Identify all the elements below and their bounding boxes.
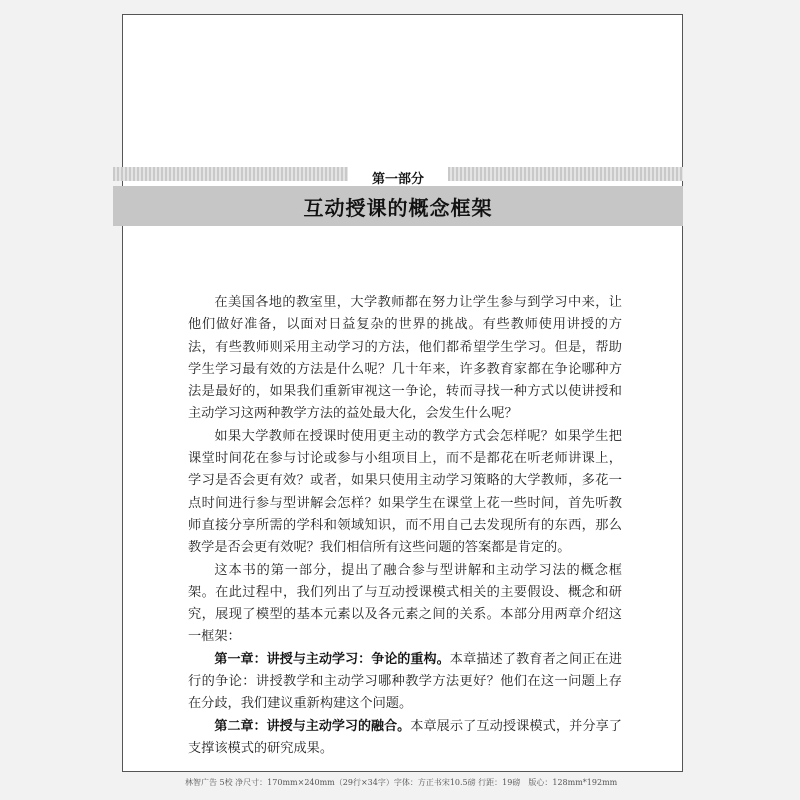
print-spec-footer: 林智广告 5校 净尺寸：170mm×240mm（29行×34字）字体：方正书宋10.5磅 行距：19磅 版心：128mm*192mm bbox=[185, 778, 618, 787]
chapter-2-summary bbox=[188, 716, 622, 761]
part-header-band bbox=[113, 162, 683, 228]
body-text bbox=[188, 292, 622, 760]
chapter-1-text: 本章描述了教育者之间正在进行的争论：讲授教学和主动学习哪种教学方法更好？他们在这一问题上存在分歧，我们建议重新构建这个问题。 bbox=[188, 651, 622, 712]
chapter-2-text: 本章展示了互动授课模式，并分享了支撑该模式的研究成果。 bbox=[188, 718, 622, 756]
paragraph-2: 如果大学教师在授课时使用更主动的教学方式会怎样呢？如果学生把课堂时间花在参与讨论或参与小组项目上，而不是都花在听老师讲课上，学习是否会更有效？或者，如果只使用主动学习策略的大学教师，多花一点时间进行参与型讲解会怎样？如果学生在课堂上花一些时间，首先听教师直接分享所需的学科和领域知识，而不用自己去发现所有的东西，那么教学是否会更有效呢？我们相信所有这些问题的答案都是肯定的。 bbox=[188, 428, 622, 556]
chapter-1-summary bbox=[188, 649, 622, 716]
chapter-2-title: 第二章：讲授与主动学习的融合。 bbox=[214, 718, 411, 734]
part-title: 互动授课的概念框架 bbox=[303, 196, 493, 220]
chapter-1-title: 第一章：讲授与主动学习：争论的重构。 bbox=[214, 651, 450, 667]
part-label: 第一部分 bbox=[371, 172, 424, 187]
paragraph-3: 这本书的第一部分，提出了融合参与型讲解和主动学习法的概念框架。在此过程中，我们列出了与互动授课模式相关的主要假设、概念和研究，展现了模型的基本元素以及各元素之间的关系。本部分用两章介绍这一框架： bbox=[188, 562, 622, 645]
paragraph-1: 在美国各地的教室里，大学教师都在努力让学生参与到学习中来，让他们做好准备，以面对日益复杂的世界的挑战。有些教师使用讲授的方法，有些教师则采用主动学习的方法，他们都希望学生学习。但是，帮助学生学习最有效的方法是什么呢？几十年来，许多教育家都在争论哪种方法是最好的，如果我们重新审视这一争论，转而寻找一种方式以使讲授和主动学习这两种教学方法的益处最大化，会发生什么呢？ bbox=[188, 295, 622, 422]
